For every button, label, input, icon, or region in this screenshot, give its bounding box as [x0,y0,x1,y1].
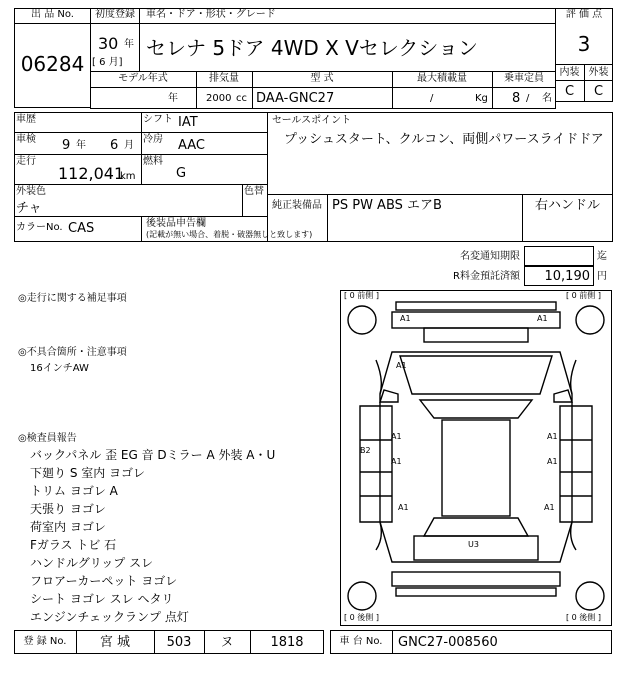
inspection-month-unit: 月 [124,140,134,151]
car-diagram [340,290,612,626]
diagram-corner-label: [ 0 前側 ] [566,291,601,300]
damage-mark-quarter-right: A1 [544,503,555,512]
aftermarket-label: 後装品申告欄 [146,218,206,229]
driving-notes-title: ◎走行に関する補足事項 [18,293,127,304]
name-change-box [524,246,594,266]
first-reg-year-unit: 年 [124,39,134,50]
ac-value: AAC [178,138,205,153]
color-no-label: カラーNo. [16,222,63,233]
inspector-line: 天張り ヨゴレ [30,502,106,516]
reg-class: 503 [166,635,192,650]
color-no-value: CAS [68,221,95,236]
model-year-unit: 年 [168,93,178,104]
damage-mark-front-left: A1 [400,314,411,323]
shift-label: シフト [143,114,173,125]
displacement-value: 2000 [206,93,232,104]
inspector-title: ◎検査員報告 [18,433,77,444]
capacity-unit: 名 [542,93,552,104]
ext-color-label: 外装色 [16,186,46,197]
inspector-line: バックパネル 歪 EG 音 Dミラー A 外装 A・U [30,448,276,462]
damage-mark-rear-center: U3 [468,540,479,549]
fuel-value: G [176,166,187,181]
inspector-line: フロアーカーペット ヨゴレ [30,574,178,588]
reg-kana: ヌ [220,635,234,650]
first-reg-label: 初度登録 [95,9,135,20]
damage-mark-quarter-left: A1 [398,503,409,512]
sales-point-label: セールスポイント [272,115,352,126]
type-label: 型 式 [310,73,334,84]
recycle-amount: 10,190 [544,269,590,284]
aftermarket-note: (記載が無い場合、着脱・破器無しと致します) [146,230,313,239]
capacity-value: 8 [512,91,521,106]
steering-value: 右ハンドル [534,198,600,213]
inspector-line: エンジンチェックランプ 点灯 [30,610,189,624]
inspector-line: トリム ヨゴレ A [30,484,118,498]
interior-grade: C [564,84,575,99]
chassis-number: GNC27-008560 [398,635,498,650]
max-load-label: 最大積載量 [417,73,467,84]
diagram-corner-label: [ 0 後側 ] [566,613,601,622]
lot-label: 出 品 No. [31,9,74,20]
diagram-corner-label: [ 0 前側 ] [344,291,379,300]
car-name: セレナ 5ドア 4WD X Vセレクション [146,36,479,60]
damage-mark-fender-left: A1 [396,361,407,370]
inspector-line: シート ヨゴレ スレ ヘタリ [30,592,174,606]
inspection-label: 車検 [16,134,36,145]
ext-color-value: チャ [16,201,42,216]
fuel-label: 燃料 [143,156,163,167]
inspector-line: 下廻り S 室内 ヨゴレ [30,466,146,480]
diagram-corner-label: [ 0 後側 ] [344,613,379,622]
damage-mark-door-right-1: A1 [547,432,558,441]
defects-text: 16インチAW [30,363,89,374]
recycle-unit: 円 [597,271,607,282]
damage-mark-door-right-2: A1 [547,457,558,466]
damage-mark-front-right: A1 [537,314,548,323]
name-change-label: 名変通知期限 [460,251,520,262]
reg-no-label: 登 録 No. [23,636,67,647]
grade-value: 3 [577,32,591,56]
exterior-label: 外装 [588,67,609,78]
capacity-slash: / [526,93,530,104]
max-load-unit: Kg [475,93,488,104]
inspection-month: 6 [110,138,119,153]
inspection-year: 9 [62,138,71,153]
history-label: 車歴 [16,114,36,125]
sales-point-text: プッシュスタート、クルコン、両側パワースライドドア [284,132,604,147]
max-load-slash: / [430,93,434,104]
grade-label: 評 価 点 [565,9,603,20]
inspector-line: ハンドルグリップ スレ [30,556,154,570]
model-year-label: モデル年式 [118,73,168,84]
exterior-grade: C [593,84,604,99]
chassis-label: 車 台 No. [339,636,383,647]
equipment-value: PS PW ABS エアB [332,198,442,213]
first-reg-month: [ 6 月] [92,57,123,68]
defects-title: ◎不具合箇所・注意事項 [18,347,127,358]
reg-area: 宮 城 [99,635,131,650]
damage-mark-door-left-1: A1 [391,432,402,441]
color-change-label: 色替 [244,186,264,197]
equipment-label: 純正装備品 [272,200,322,211]
car-name-label: 車名・ドア・形状・グレード [146,9,276,20]
mileage-unit: km [120,171,136,182]
shift-value: IAT [178,115,198,130]
recycle-label: R料金預託済額 [453,271,520,282]
mileage-value: 112,041 [58,164,125,183]
ac-label: 冷房 [143,134,163,145]
displacement-unit: cc [236,93,247,104]
inspector-line: Fガラス トビ 石 [30,538,117,552]
name-change-unit: 迄 [597,251,607,262]
capacity-label: 乗車定員 [504,73,544,84]
mileage-label: 走行 [16,156,36,167]
lot-number: 06284 [20,52,85,76]
type-value: DAA-GNC27 [256,91,335,106]
first-reg-year: 30 [98,34,119,53]
damage-mark-door-left-2: A1 [391,457,402,466]
reg-number: 1818 [270,635,304,650]
damage-mark-side-left: B2 [360,446,371,455]
inspection-year-unit: 年 [76,140,86,151]
displacement-label: 排気量 [209,73,239,84]
inspector-line: 荷室内 ヨゴレ [30,520,106,534]
interior-label: 内装 [559,67,580,78]
